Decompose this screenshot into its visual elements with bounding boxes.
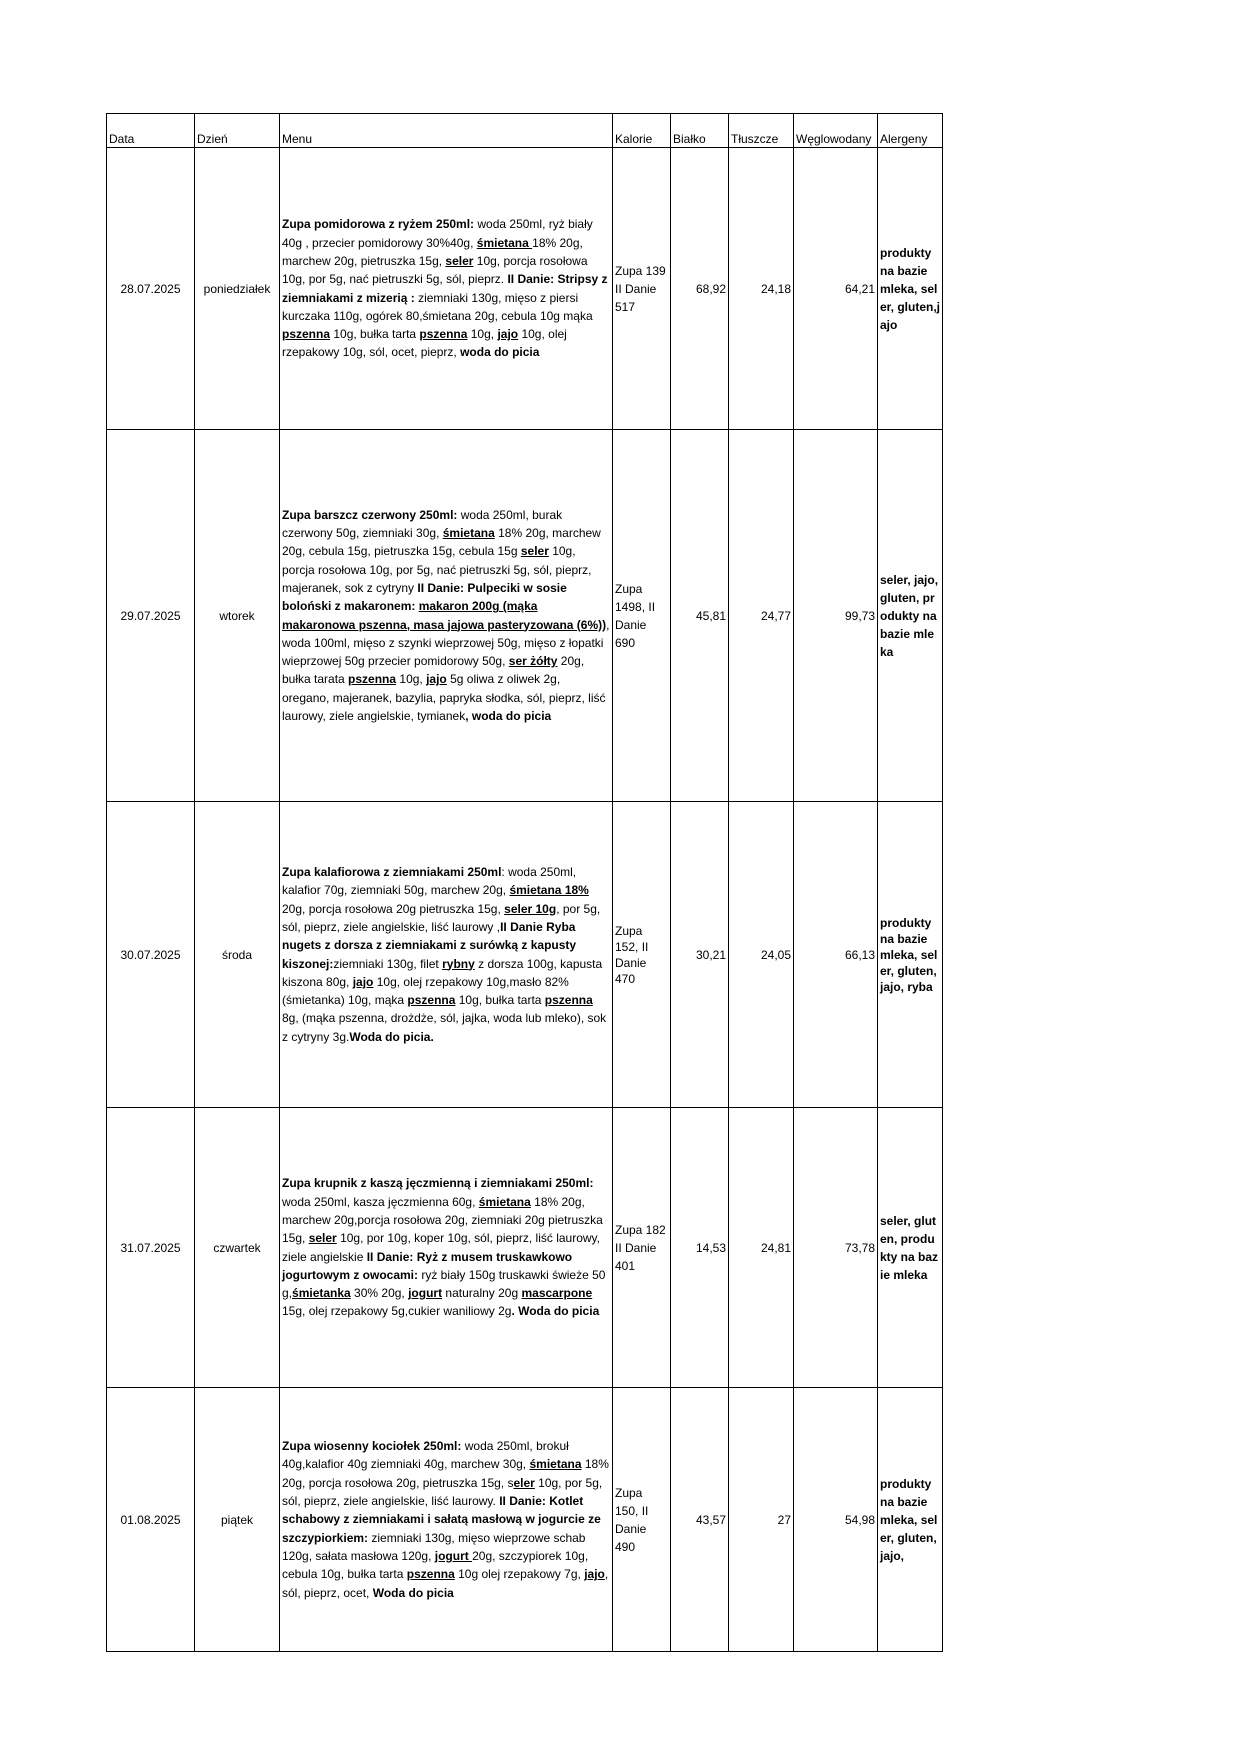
menu-highlight: pszenna — [407, 993, 456, 1008]
menu-text: naturalny 20g — [442, 1286, 522, 1301]
menu-highlight: śmietana 18% — [509, 883, 589, 898]
menu-highlight: II Danie: Ryż z musem truskawkowo jogurtowym z owocami: — [282, 1249, 573, 1282]
menu-cell — [280, 430, 613, 802]
menu-highlight: II Danie: Stripsy z ziemniakami z mizerią : — [282, 272, 608, 305]
menu-highlight: jajo — [352, 974, 374, 989]
day-cell: środa — [195, 802, 280, 1108]
menu-highlight: ser żółty — [508, 654, 558, 669]
date-cell: 31.07.2025 — [107, 1108, 195, 1388]
menu-text: woda 250ml, ryż biały 40g , przecier pomidorowy 30%40g, — [282, 217, 593, 250]
menu-text: 10g, olej rzepakowy 10g, sól, ocet, pieprz, — [282, 327, 567, 360]
menu-highlight: jajo — [497, 327, 519, 342]
fat-cell: 24,81 — [729, 1108, 794, 1388]
menu-table — [106, 113, 943, 1652]
menu-highlight: śmietanka — [292, 1286, 351, 1301]
menu-highlight: pszenna — [282, 327, 331, 342]
menu-cell — [280, 802, 613, 1108]
header-calories: Kalorie — [613, 114, 671, 148]
menu-highlight: Zupa kalafiorowa z ziemniakami 250ml — [282, 865, 502, 880]
table-row — [107, 430, 943, 802]
menu-text: woda 250ml, brokuł 40g,kalafior 40g ziemniaki 40g, marchew 30g, — [282, 1439, 569, 1472]
day-cell: piątek — [195, 1388, 280, 1652]
menu-highlight: makaron 200g (mąka makaronowa pszenna, masa jajowa pasteryzowana (6%)) — [282, 599, 607, 632]
menu-text: 5g oliwa z oliwek 2g, oregano, majeranek, bazylia, papryka słodka, sól, pieprz, liść laurowy, ziele angielskie, tymianek — [282, 672, 606, 723]
menu-highlight: śmietana — [478, 1194, 531, 1209]
menu-text: 10g, por 5g, sól, pieprz, ziele angielskie, liść laurowy. — [282, 1475, 603, 1509]
calories-cell: Zupa 182 II Danie 401 — [613, 1108, 671, 1388]
allergens-cell: produkty na bazie mleka, seler, gluten, jajo, — [878, 1388, 943, 1652]
menu-highlight: Woda do picia. — [349, 1029, 434, 1044]
date-cell: 30.07.2025 — [107, 802, 195, 1108]
menu-text: 10g, porcja rosołowa 10g, por 5g, nać pietruszki 5g, sól, pieprz. — [282, 253, 588, 287]
header-carbs: Węglowodany — [794, 114, 878, 148]
protein-cell: 68,92 — [671, 148, 729, 430]
table-row — [107, 148, 943, 430]
menu-text: 10g, porcja rosołowa 10g, por 5g, nać pietruszki 5g, sól, pieprz, majeranek, sok z cytryny — [282, 544, 592, 595]
menu-highlight: śmietana — [529, 1457, 582, 1472]
menu-highlight: II Danie: Pulpeciki w sosie boloński z makaronem: — [282, 580, 567, 614]
menu-text: woda 250ml, burak czerwony 50g, ziemniaki 30g, — [282, 507, 563, 541]
menu-text: 18% 20g, porcja rosołowa 20g, pietruszka 15g, s — [282, 1457, 609, 1490]
menu-text: 18% 20g, marchew 20g,porcja rosołowa 20g, ziemniaki 20g pietruszka 15g, — [282, 1194, 603, 1246]
menu-cell — [280, 148, 613, 430]
menu-highlight: eler — [513, 1475, 535, 1490]
allergens-cell: seler, jajo, gluten, produkty na bazie mleka — [878, 430, 943, 802]
menu-text: 8g, (mąka pszenna, drożdże, sól, jajka, woda lub mleko), sok z cytryny 3g. — [282, 1011, 607, 1044]
date-cell: 29.07.2025 — [107, 430, 195, 802]
menu-text: 10g olej rzepakowy 7g, — [454, 1567, 585, 1582]
menu-highlight: rybny — [442, 956, 475, 971]
date-cell: 01.08.2025 — [107, 1388, 195, 1652]
header-menu: Menu — [280, 114, 613, 148]
allergens-cell: produkty na bazie mleka, seler, gluten,jajo — [878, 148, 943, 430]
calories-cell: Zupa 152, II Danie 470 — [613, 802, 671, 1108]
menu-highlight: , woda do picia — [465, 708, 552, 723]
menu-text: 10g, — [467, 327, 498, 342]
menu-text: 10g, — [396, 672, 427, 687]
protein-cell: 45,81 — [671, 430, 729, 802]
allergens-cell: seler, gluten, produkty na bazie mleka — [878, 1108, 943, 1388]
menu-text: z dorsza 100g, kapusta kiszona 80g, — [282, 956, 603, 989]
menu-highlight: Woda do picia — [372, 1585, 454, 1600]
menu-text: woda 250ml, kasza jęczmienna 60g, — [282, 1194, 479, 1209]
menu-highlight: jogurt — [408, 1286, 443, 1301]
menu-highlight: pszenna — [419, 327, 468, 342]
menu-text: 18% 20g, marchew 20g, cebula 15g, pietruszka 15g, cebula 15g — [282, 526, 601, 559]
fat-cell: 27 — [729, 1388, 794, 1652]
menu-text: , woda 100ml, mięso z szynki wieprzowej 50g, mięso z łopatki wieprzowej 50g przecier pomidorowy 50g, — [282, 617, 610, 669]
calories-cell: Zupa 139 II Danie 517 — [613, 148, 671, 430]
protein-cell: 43,57 — [671, 1388, 729, 1652]
menu-highlight: pszenna — [406, 1567, 455, 1582]
header-protein: Białko — [671, 114, 729, 148]
menu-text: ziemniaki 130g, mięso wieprzowe schab 120g, sałata masłowa 120g, — [282, 1530, 586, 1563]
menu-text: 18% 20g, marchew 20g, pietruszka 15g, — [282, 235, 583, 268]
menu-highlight: jajo — [426, 672, 447, 687]
calories-cell: Zupa 1498, II Danie 690 — [613, 430, 671, 802]
menu-highlight: seler — [445, 253, 474, 268]
menu-text: ziemniaki 130g, filet — [333, 956, 443, 971]
carbs-cell: 66,13 — [794, 802, 878, 1108]
header-date: Data — [107, 114, 195, 148]
menu-highlight: seler — [308, 1231, 337, 1246]
header-fat: Tłuszcze — [729, 114, 794, 148]
fat-cell: 24,05 — [729, 802, 794, 1108]
menu-highlight: mascarpone — [521, 1286, 593, 1301]
menu-text: 10g, bułka tarta — [455, 993, 545, 1008]
menu-text: , por 5g, sól, pieprz, ziele angielskie, liść laurowy , — [282, 901, 601, 934]
table-row — [107, 802, 943, 1108]
allergens-cell: produkty na bazie mleka, seler, gluten, jajo, ryba — [878, 802, 943, 1108]
menu-highlight: seler — [520, 544, 549, 559]
menu-highlight: jogurt — [434, 1548, 473, 1563]
menu-text: ziemniaki 130g, mięso z piersi kurczaka 110g, ogórek 80,śmietana 20g, cebula 10g mąka — [282, 290, 593, 323]
menu-text: 10g, bułka tarta — [330, 327, 420, 342]
menu-text: 20g, szczypiorek 10g, cebula 10g, bułka tarta — [282, 1548, 589, 1582]
protein-cell: 14,53 — [671, 1108, 729, 1388]
carbs-cell: 64,21 — [794, 148, 878, 430]
calories-cell: Zupa 150, II Danie 490 — [613, 1388, 671, 1652]
menu-text: 20g, bułka tarata — [282, 654, 585, 687]
menu-highlight: II Danie Ryba nugets z dorsza z ziemniakami z surówką z kapusty kiszonej: — [282, 919, 577, 971]
carbs-cell: 99,73 — [794, 430, 878, 802]
menu-highlight: Zupa barszcz czerwony 250ml: — [282, 507, 458, 522]
menu-highlight: śmietana — [476, 235, 533, 250]
day-cell: wtorek — [195, 430, 280, 802]
menu-highlight: Zupa wiosenny kociołek 250ml: — [282, 1439, 462, 1454]
menu-text: , sól, pieprz, ocet, — [282, 1567, 609, 1600]
day-cell: poniedziałek — [195, 148, 280, 430]
fat-cell: 24,18 — [729, 148, 794, 430]
menu-cell — [280, 1108, 613, 1388]
menu-highlight: seler 10g — [504, 901, 557, 916]
menu-highlight: pszenna — [544, 993, 593, 1008]
menu-text: 15g, olej rzepakowy 5g,cukier waniliowy 2g — [282, 1304, 512, 1319]
header-day: Dzień — [195, 114, 280, 148]
menu-text: ryż biały 150g truskawki świeże 50 g, — [282, 1267, 606, 1301]
menu-text: 20g, porcja rosołowa 20g pietruszka 15g, — [282, 901, 505, 916]
fat-cell: 24,77 — [729, 430, 794, 802]
menu-text: 10g, olej rzepakowy 10g,masło 82%(śmietanka) 10g, mąka — [282, 974, 569, 1008]
menu-text: 30% 20g, — [350, 1286, 409, 1301]
menu-text: 10g, por 10g, koper 10g, sól, pieprz, liść laurowy, ziele angielskie — [282, 1231, 600, 1264]
menu-highlight: jajo — [584, 1567, 605, 1582]
menu-text: : woda 250ml, kalafior 70g, ziemniaki 50g, marchew 20g, — [282, 865, 577, 898]
menu-highlight: śmietana — [442, 526, 495, 541]
menu-highlight: . Woda do picia — [511, 1304, 600, 1319]
menu-cell — [280, 1388, 613, 1652]
menu-highlight: woda do picia — [460, 345, 540, 360]
table-row — [107, 1388, 943, 1652]
date-cell: 28.07.2025 — [107, 148, 195, 430]
carbs-cell: 54,98 — [794, 1388, 878, 1652]
table-row — [107, 1108, 943, 1388]
header-row — [107, 114, 943, 148]
menu-highlight: II Danie: Kotlet schabowy z ziemniakami i sałatą masłową w jogurcie ze szczypiorkiem: — [282, 1494, 601, 1545]
menu-highlight: Zupa krupnik z kaszą jęczmienną i ziemniakami 250ml: — [282, 1176, 594, 1191]
day-cell: czwartek — [195, 1108, 280, 1388]
menu-highlight: Zupa pomidorowa z ryżem 250ml: — [282, 217, 475, 232]
menu-highlight: pszenna — [348, 672, 397, 687]
protein-cell: 30,21 — [671, 802, 729, 1108]
carbs-cell: 73,78 — [794, 1108, 878, 1388]
header-allergens: Alergeny — [878, 114, 943, 148]
